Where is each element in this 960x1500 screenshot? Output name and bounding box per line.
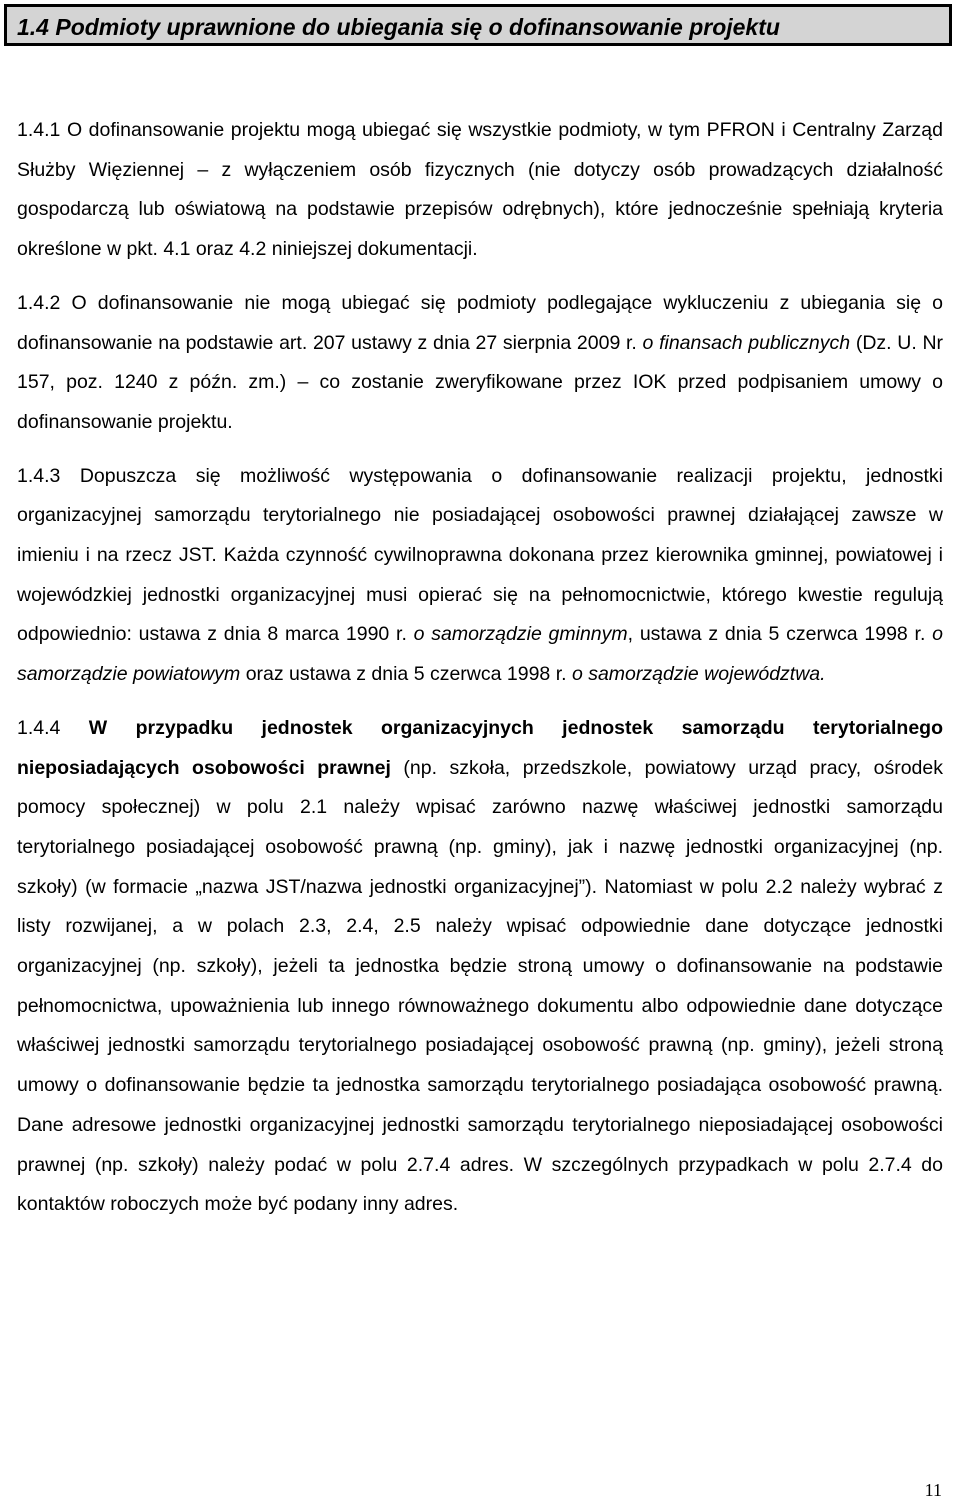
act-title-italic: o samorządzie powiatowym bbox=[17, 623, 943, 686]
paragraph-text: (Dz. U. Nr 157, poz. 1240 z późn. zm.) – co zostanie zweryfikowane przez IOK przed podpisaniem umowy o dofinansowanie projektu. bbox=[17, 331, 944, 433]
paragraph-number: 1.4.4 bbox=[17, 716, 61, 739]
paragraph-text: Dopuszcza się możliwość występowania o dofinansowanie realizacji projektu, jednostki organizacyjnej samorządu terytorialnego nie posiadającej osobowości prawnej działającej zawsze w imieniu i na rzecz JST. Każda czynność cywilnoprawna dokonana przez kierownika gminnej, powiatowej i wojewódzkiej jednostki organizacyjnej musi opierać się na pełnomocnictwie, którego kwestie regulują odpowiednio: ustawa z dnia 8 marca 1990 r. bbox=[17, 464, 944, 646]
paragraph-1-4-1 bbox=[17, 111, 943, 270]
paragraph-1-4-4 bbox=[17, 709, 943, 1225]
document-body bbox=[17, 111, 943, 1239]
paragraph-number: 1.4.3 bbox=[17, 464, 61, 487]
paragraph-1-4-3 bbox=[17, 457, 943, 695]
act-title-italic: o finansach publicznych bbox=[642, 331, 851, 354]
bold-emphasis: W przypadku jednostek organizacyjnych jednostek samorządu terytorialnego nieposiadających osobowości prawnej bbox=[17, 716, 943, 779]
paragraph-number: 1.4.1 bbox=[17, 119, 61, 141]
paragraph-number: 1.4.2 bbox=[17, 291, 61, 314]
paragraph-1-4-2 bbox=[17, 284, 943, 443]
paragraph-text: (np. szkoła, przedszkole, powiatowy urząd pracy, ośrodek pomocy społecznej) w polu 2.1 należy wpisać zarówno nazwę właściwej jednostki samorządu terytorialnego posiadającej osobowość prawną (np. gminy), jak i nazwę jednostki organizacyjnej (np. szkoły) (w formacie „nazwa JST/nazwa jednostki organizacyjnej”). Natomiast w polu 2.2 należy wybrać z listy rozwijanej, a w polach 2.3, 2.4, 2.5 należy wpisać odpowiednie dane dotyczące jednostki organizacyjnej (np. szkoły), jeżeli ta jednostka będzie stroną umowy o dofinansowanie na podstawie pełnomocnictwa, upoważnienia lub innego równoważnego dokumentu albo odpowiednie dane dotyczące właściwej jednostki samorządu terytorialnego posiadającej osobowość prawną (np. gminy), jeżeli stroną umowy o dofinansowanie będzie ta jednostka samorządu terytorialnego posiadająca osobowość prawną. Dane adresowe jednostki organizacyjnej jednostki samorządu terytorialnego nieposiadającej osobowości prawnej (np. szkoły) należy podać w polu 2.7.4 adres. W szczególnych przypadkach w polu 2.7.4 do kontaktów roboczych może być podany inny adres. bbox=[17, 756, 943, 1216]
paragraph-text: O dofinansowanie nie mogą ubiegać się podmioty podlegające wykluczeniu z ubiegania się o dofinansowanie na podstawie art. 207 ustawy z dnia 27 sierpnia 2009 r. bbox=[17, 291, 943, 354]
section-title: 1.4 Podmioty uprawnione do ubiegania się o dofinansowanie projektu bbox=[17, 14, 780, 40]
act-title-italic: o samorządzie gminnym bbox=[413, 623, 628, 646]
act-title-italic: o samorządzie województwa. bbox=[571, 663, 826, 686]
section-header-box bbox=[4, 4, 952, 46]
paragraph-text: oraz ustawa z dnia 5 czerwca 1998 r. bbox=[245, 663, 567, 686]
paragraph-text: , ustawa z dnia 5 czerwca 1998 r. bbox=[627, 623, 926, 646]
paragraph-text: O dofinansowanie projektu mogą ubiegać się wszystkie podmioty, w tym PFRON i Centralny Zarząd Służby Więziennej – z wyłączeniem osób fizycznych (nie dotyczy osób prowadzących działalność gospodarczą lub oświatową na podstawie przepisów odrębnych), które jednocześnie spełniają kryteria określone w pkt. 4.1 oraz 4.2 niniejszej dokumentacji. bbox=[17, 119, 943, 261]
page-number: 11 bbox=[924, 1480, 942, 1500]
